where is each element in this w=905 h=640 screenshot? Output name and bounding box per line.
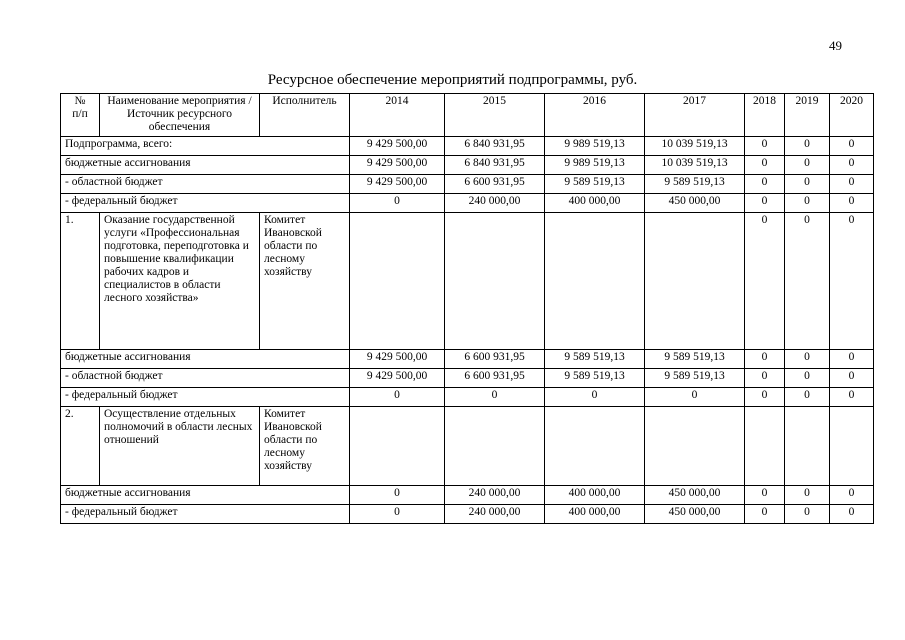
cell-2017: 0 [645, 388, 745, 407]
cell-2014: 9 429 500,00 [350, 175, 445, 194]
header-2014: 2014 [350, 94, 445, 137]
resource-table [60, 93, 874, 524]
cell-2020: 0 [830, 194, 874, 213]
item-name: Осуществление отдельных полномочий в области лесных отношений [100, 407, 260, 486]
cell-2019: 0 [785, 388, 830, 407]
cell-2017: 9 589 519,13 [645, 369, 745, 388]
cell-2020: 0 [830, 137, 874, 156]
item-num: 1. [61, 213, 100, 350]
table-row [61, 369, 874, 388]
cell-2018: 0 [745, 486, 785, 505]
header-2017: 2017 [645, 94, 745, 137]
cell-2020: 0 [830, 369, 874, 388]
cell-2014: 9 429 500,00 [350, 369, 445, 388]
item-executor: Комитет Ивановской области по лесному хозяйству [260, 407, 350, 486]
cell-2015 [445, 213, 545, 350]
row-label: - федеральный бюджет [61, 388, 350, 407]
cell-2017: 450 000,00 [645, 505, 745, 524]
cell-2019 [785, 407, 830, 486]
cell-2017 [645, 407, 745, 486]
cell-2017: 10 039 519,13 [645, 156, 745, 175]
cell-2019: 0 [785, 194, 830, 213]
cell-2019: 0 [785, 350, 830, 369]
header-2015: 2015 [445, 94, 545, 137]
cell-2020: 0 [830, 486, 874, 505]
cell-2018: 0 [745, 505, 785, 524]
row-label: Подпрограмма, всего: [61, 137, 350, 156]
cell-2014: 0 [350, 388, 445, 407]
cell-2016: 9 589 519,13 [545, 369, 645, 388]
row-label: - областной бюджет [61, 175, 350, 194]
cell-2020: 0 [830, 505, 874, 524]
row-label: - федеральный бюджет [61, 194, 350, 213]
cell-2017: 450 000,00 [645, 486, 745, 505]
header-2020: 2020 [830, 94, 874, 137]
cell-2016: 9 989 519,13 [545, 137, 645, 156]
cell-2020: 0 [830, 175, 874, 194]
header-2019: 2019 [785, 94, 830, 137]
cell-2018: 0 [745, 175, 785, 194]
page-number: 49 [829, 38, 842, 53]
cell-2014: 0 [350, 194, 445, 213]
cell-2016 [545, 407, 645, 486]
table-row [61, 388, 874, 407]
cell-2018: 0 [745, 156, 785, 175]
table-row [61, 213, 874, 350]
cell-2019: 0 [785, 369, 830, 388]
row-label: - федеральный бюджет [61, 505, 350, 524]
cell-2015: 240 000,00 [445, 194, 545, 213]
cell-2014 [350, 407, 445, 486]
cell-2019: 0 [785, 137, 830, 156]
table-row [61, 486, 874, 505]
cell-2016: 0 [545, 388, 645, 407]
header-executor: Исполнитель [260, 94, 350, 137]
row-label: - областной бюджет [61, 369, 350, 388]
cell-2015: 240 000,00 [445, 486, 545, 505]
cell-2020 [830, 407, 874, 486]
table-row [61, 350, 874, 369]
header-name: Наименование мероприятия / Источник ресурсного обеспечения [100, 94, 260, 137]
table-row [61, 156, 874, 175]
cell-2016 [545, 213, 645, 350]
cell-2014 [350, 213, 445, 350]
cell-2015 [445, 407, 545, 486]
cell-2016: 400 000,00 [545, 505, 645, 524]
cell-2014: 0 [350, 486, 445, 505]
header-num: № п/п [61, 94, 100, 137]
item-name: Оказание государственной услуги «Профессиональная подготовка, переподготовка и повышение квалификации рабочих кадров и специалистов в области лесного хозяйства» [100, 213, 260, 350]
cell-2017: 450 000,00 [645, 194, 745, 213]
cell-2019: 0 [785, 486, 830, 505]
cell-2018: 0 [745, 350, 785, 369]
cell-2020: 0 [830, 350, 874, 369]
cell-2017: 10 039 519,13 [645, 137, 745, 156]
table-row [61, 175, 874, 194]
cell-2015: 6 840 931,95 [445, 156, 545, 175]
cell-2015: 6 600 931,95 [445, 350, 545, 369]
cell-2014: 9 429 500,00 [350, 137, 445, 156]
cell-2014: 9 429 500,00 [350, 156, 445, 175]
cell-2017: 9 589 519,13 [645, 175, 745, 194]
cell-2019: 0 [785, 156, 830, 175]
table-row [61, 137, 874, 156]
cell-2018 [745, 407, 785, 486]
cell-2018: 0 [745, 388, 785, 407]
cell-2018: 0 [745, 369, 785, 388]
cell-2015: 6 600 931,95 [445, 369, 545, 388]
row-label: бюджетные ассигнования [61, 350, 350, 369]
cell-2018: 0 [745, 137, 785, 156]
cell-2018: 0 [745, 213, 785, 350]
table-row [61, 505, 874, 524]
cell-2018: 0 [745, 194, 785, 213]
cell-2015: 6 840 931,95 [445, 137, 545, 156]
table-row [61, 407, 874, 486]
cell-2016: 400 000,00 [545, 194, 645, 213]
cell-2016: 9 589 519,13 [545, 350, 645, 369]
cell-2015: 6 600 931,95 [445, 175, 545, 194]
row-label: бюджетные ассигнования [61, 486, 350, 505]
cell-2019: 0 [785, 213, 830, 350]
header-2016: 2016 [545, 94, 645, 137]
header-2018: 2018 [745, 94, 785, 137]
table-title: Ресурсное обеспечение мероприятий подпрограммы, руб. [267, 72, 638, 88]
cell-2015: 240 000,00 [445, 505, 545, 524]
header-row [61, 94, 874, 137]
cell-2014: 0 [350, 505, 445, 524]
cell-2016: 400 000,00 [545, 486, 645, 505]
cell-2015: 0 [445, 388, 545, 407]
cell-2019: 0 [785, 505, 830, 524]
item-executor: Комитет Ивановской области по лесному хозяйству [260, 213, 350, 350]
cell-2014: 9 429 500,00 [350, 350, 445, 369]
cell-2017: 9 589 519,13 [645, 350, 745, 369]
row-label: бюджетные ассигнования [61, 156, 350, 175]
cell-2019: 0 [785, 175, 830, 194]
cell-2020: 0 [830, 213, 874, 350]
cell-2016: 9 989 519,13 [545, 156, 645, 175]
cell-2020: 0 [830, 156, 874, 175]
cell-2020: 0 [830, 388, 874, 407]
cell-2016: 9 589 519,13 [545, 175, 645, 194]
cell-2017 [645, 213, 745, 350]
table-row [61, 194, 874, 213]
item-num: 2. [61, 407, 100, 486]
